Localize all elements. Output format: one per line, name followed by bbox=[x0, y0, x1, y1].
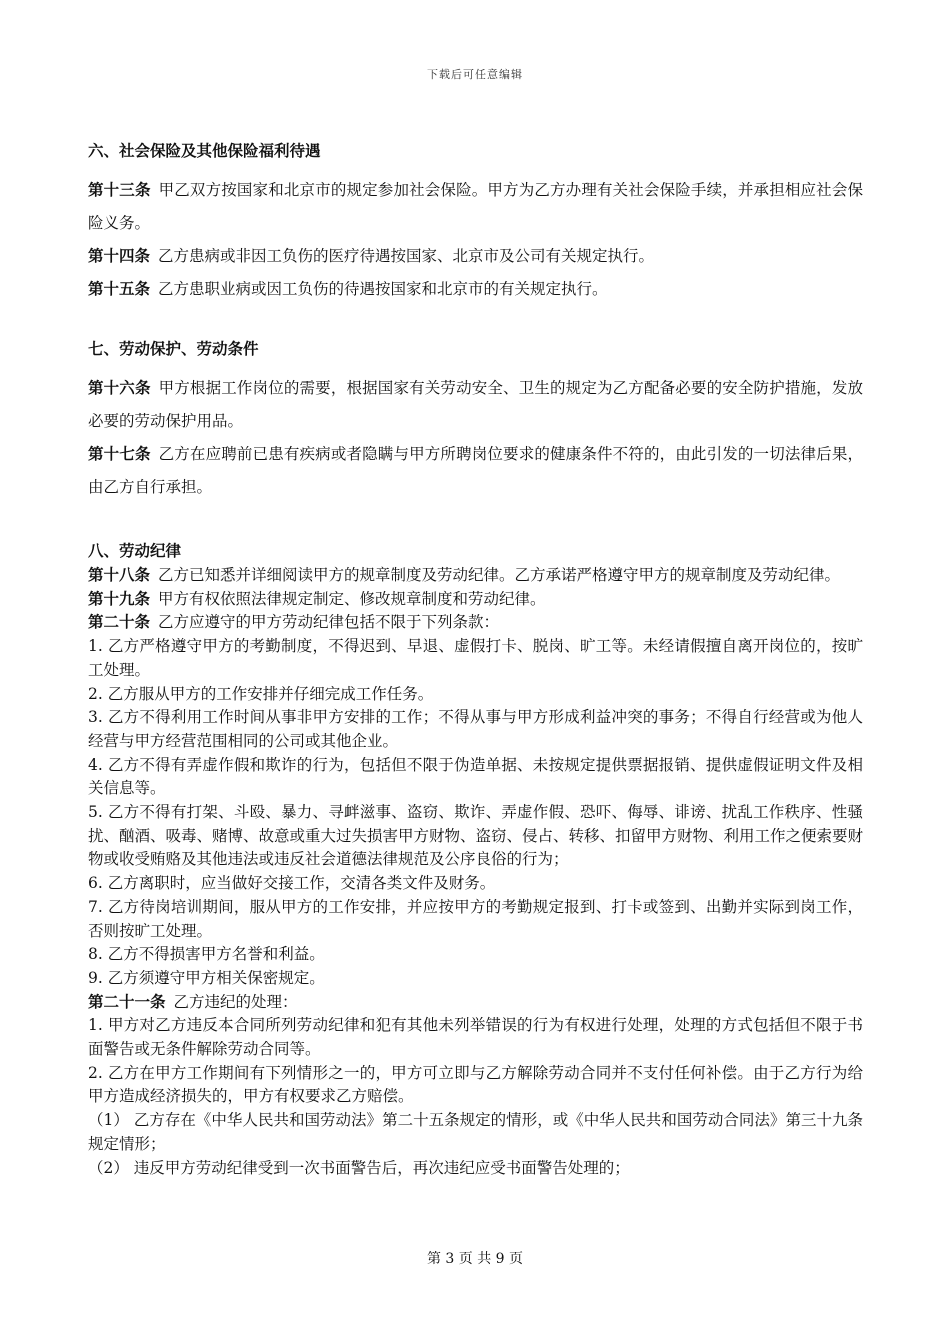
article-text: 乙方患病或非因工负伤的医疗待遇按国家、北京市及公司有关规定执行。 bbox=[158, 247, 655, 265]
article-label: 第十六条 bbox=[88, 379, 151, 397]
article-text: 甲方根据工作岗位的需要，根据国家有关劳动安全、卫生的规定为乙方配备必要的安全防护措施，发放必要的劳动保护用品。 bbox=[88, 379, 863, 430]
list-item: 8. 乙方不得损害甲方名誉和利益。 bbox=[88, 945, 325, 964]
section-heading: 八、劳动纪律 bbox=[88, 542, 182, 560]
article-text: 乙方已知悉并详细阅读甲方的规章制度及劳动纪律。乙方承诺严格遵守甲方的规章制度及劳动纪律。 bbox=[158, 566, 841, 584]
list-item: （1） 乙方存在《中华人民共和国劳动法》第二十五条规定的情形，或《中华人民共和国劳动合同法》第三十九条规定情形； bbox=[88, 1111, 863, 1153]
article-14 bbox=[88, 240, 863, 273]
list-item: 2. 乙方在甲方工作期间有下列情形之一的，甲方可立即与乙方解除劳动合同并不支付任何补偿。由于乙方行为给甲方造成经济损失的，甲方有权要求乙方赔偿。 bbox=[88, 1063, 863, 1106]
article-20 bbox=[88, 611, 863, 635]
article-label: 第十三条 bbox=[88, 181, 151, 199]
page-header: 下载后可任意编辑 bbox=[427, 68, 523, 81]
list-item: （2） 违反甲方劳动纪律受到一次书面警告后，再次违纪应受书面警告处理的； bbox=[88, 1158, 630, 1177]
article-text: 乙方患职业病或因工负伤的待遇按国家和北京市的有关规定执行。 bbox=[158, 280, 608, 298]
article-text: 乙方应遵守的甲方劳动纪律包括不限于下列条款： bbox=[158, 613, 500, 632]
article-text: 乙方违纪的处理： bbox=[173, 992, 298, 1011]
section-heading: 六、社会保险及其他保险福利待遇 bbox=[88, 142, 321, 160]
article-19 bbox=[88, 588, 863, 612]
article-label: 第二十一条 bbox=[88, 992, 166, 1011]
section-heading: 七、劳动保护、劳动条件 bbox=[88, 340, 259, 358]
section-social-insurance bbox=[88, 140, 863, 306]
article-label: 第十五条 bbox=[88, 280, 151, 298]
article-label: 第十四条 bbox=[88, 247, 151, 265]
list-item: 9. 乙方须遵守甲方相关保密规定。 bbox=[88, 968, 325, 987]
article-text: 甲乙双方按国家和北京市的规定参加社会保险。甲方为乙方办理有关社会保险手续，并承担相应社会保险义务。 bbox=[88, 181, 863, 232]
article-16 bbox=[88, 372, 863, 438]
article-17 bbox=[88, 438, 863, 504]
list-item: 3. 乙方不得利用工作时间从事非甲方安排的工作；不得从事与甲方形成利益冲突的事务；不得自行经营或为他人经营与甲方经营范围相同的公司或其他企业。 bbox=[88, 708, 863, 750]
article-label: 第十八条 bbox=[88, 566, 151, 584]
section-labor-discipline bbox=[88, 540, 863, 1180]
list-item: 1. 甲方对乙方违反本合同所列劳动纪律和犯有其他未列举错误的行为有权进行处理，处理的方式包括但不限于书面警告或无条件解除劳动合同等。 bbox=[88, 1016, 863, 1059]
article-15 bbox=[88, 273, 863, 306]
page-number: 第 3 页 共 9 页 bbox=[426, 1251, 524, 1267]
article-text: 乙方在应聘前已患有疾病或者隐瞒与甲方所聘岗位要求的健康条件不符的，由此引发的一切法律后果，由乙方自行承担。 bbox=[88, 445, 863, 496]
article-label: 第十七条 bbox=[88, 445, 151, 463]
list-item: 2. 乙方服从甲方的工作安排并仔细完成工作任务。 bbox=[88, 684, 434, 703]
section-labor-protection bbox=[88, 338, 863, 504]
article-label: 第十九条 bbox=[88, 589, 151, 608]
list-item: 6. 乙方离职时，应当做好交接工作，交清各类文件及财务。 bbox=[88, 874, 496, 893]
list-item: 1. 乙方严格遵守甲方的考勤制度，不得迟到、早退、虚假打卡、脱岗、旷工等。未经请假擅自离开岗位的，按旷工处理。 bbox=[88, 637, 863, 679]
list-item: 5. 乙方不得有打架、斗殴、暴力、寻衅滋事、盗窃、欺诈、弄虚作假、恐吓、侮辱、诽谤、扰乱工作秩序、性骚扰、酗酒、吸毒、赌博、故意或重大过失损害甲方财物、盗窃、侵占、转移、扣留甲方财物、利用工作之便索要财物或收受贿赂及其他违法或违反社会道德法律规范及公序良俗的行为； bbox=[88, 803, 864, 869]
list-item: 4. 乙方不得有弄虚作假和欺诈的行为，包括但不限于伪造单据、未按规定提供票据报销、提供虚假证明文件及相关信息等。 bbox=[88, 755, 863, 798]
article-21 bbox=[88, 991, 863, 1015]
article-text: 甲方有权依照法律规定制定、修改规章制度和劳动纪律。 bbox=[158, 589, 546, 608]
list-item: 7. 乙方待岗培训期间，服从甲方的工作安排，并应按甲方的考勤规定报到、打卡或签到、出勤并实际到岗工作，否则按旷工处理。 bbox=[88, 897, 863, 940]
article-13 bbox=[88, 174, 863, 240]
article-label: 第二十条 bbox=[88, 613, 151, 632]
article-18 bbox=[88, 564, 863, 588]
